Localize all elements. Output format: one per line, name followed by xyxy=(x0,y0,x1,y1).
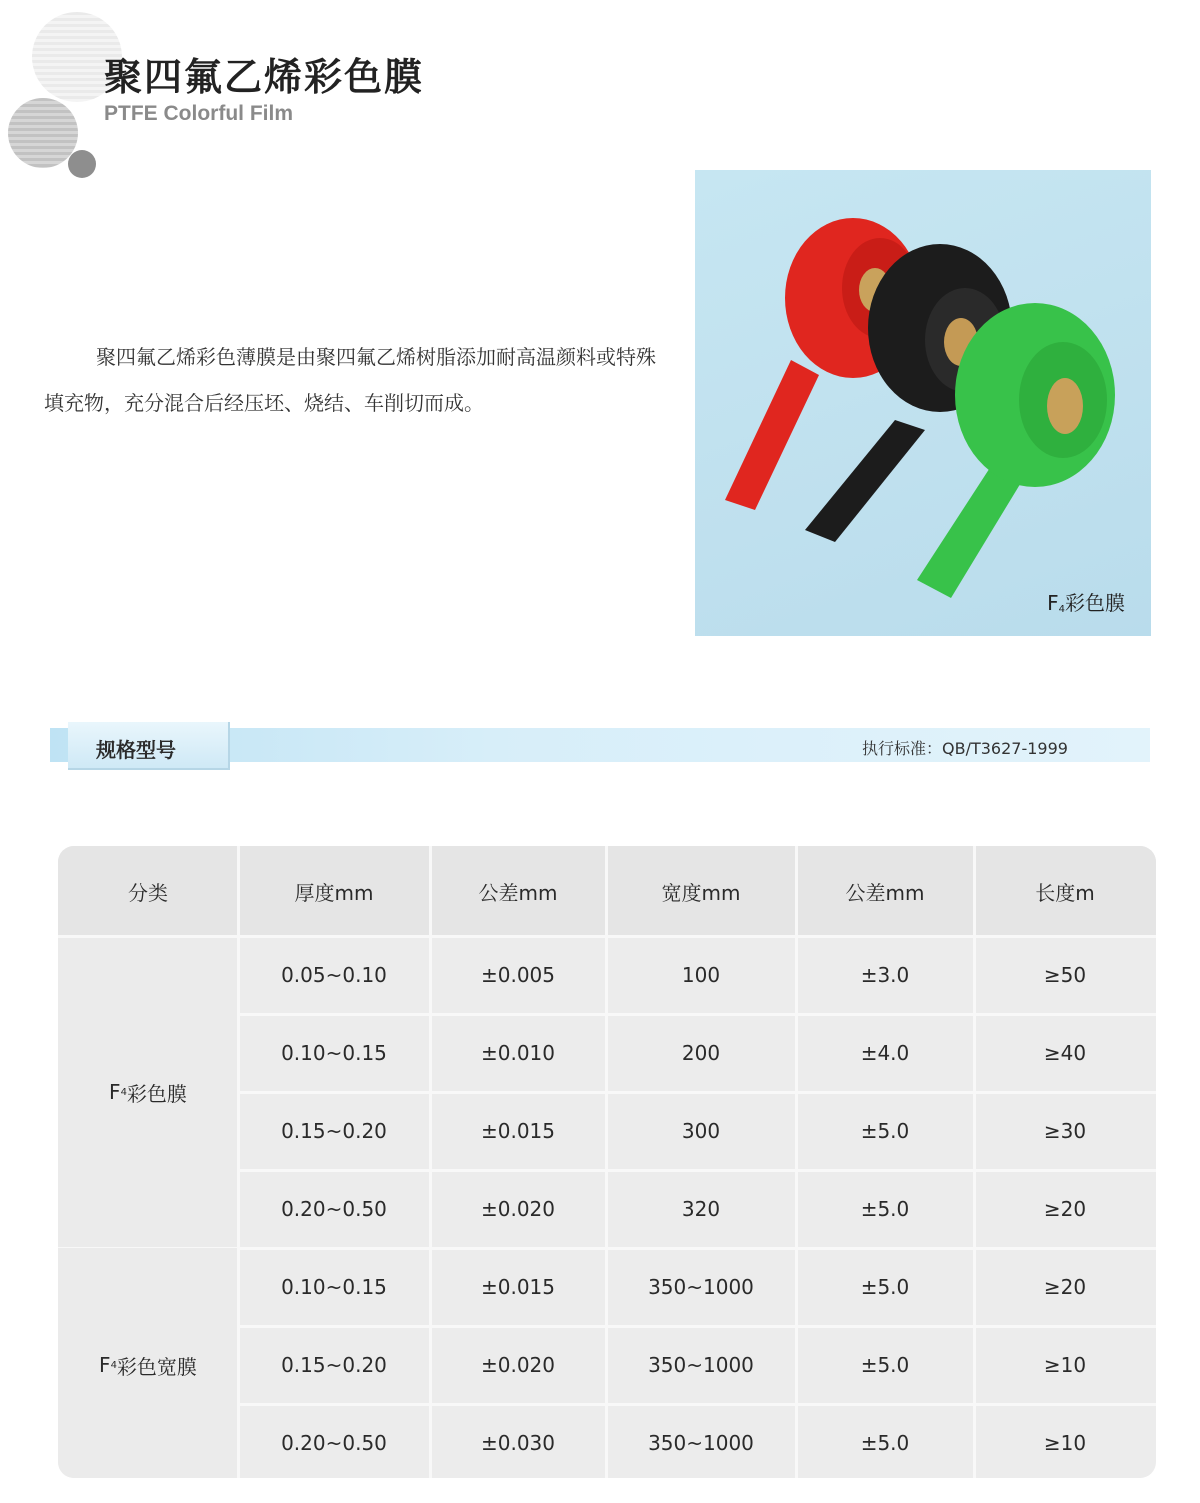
table-cell: ±5.0 xyxy=(860,1275,910,1299)
table-column-divider xyxy=(605,846,608,1478)
table-cell: ±0.015 xyxy=(480,1119,555,1143)
table-cell: 350~1000 xyxy=(648,1353,754,1377)
table-cell: ±5.0 xyxy=(860,1119,910,1143)
table-cell: 100 xyxy=(681,963,721,987)
table-header-cell: 公差mm xyxy=(796,846,974,936)
table-category-cell: F 4 彩色膜 xyxy=(58,936,238,1248)
table-header-cell: 厚度mm xyxy=(238,846,430,936)
table-cell: 200 xyxy=(681,1041,721,1065)
table-cell: ±4.0 xyxy=(860,1041,910,1065)
green-roll-core xyxy=(1047,378,1083,434)
table-column-divider xyxy=(795,846,798,1478)
table-cell: ±0.010 xyxy=(480,1041,555,1065)
spec-table xyxy=(58,846,1156,1478)
table-header-cell: 公差mm xyxy=(430,846,606,936)
photo-caption: $F_4$彩色膜 xyxy=(1047,591,1125,615)
table-cell: ±0.020 xyxy=(480,1353,555,1377)
table-header-cell: 宽度mm xyxy=(606,846,796,936)
page-title: 聚四氟乙烯彩色膜 xyxy=(104,55,425,99)
table-cell: 0.15~0.20 xyxy=(281,1353,387,1377)
decorative-circle-small xyxy=(68,150,96,178)
table-category-cell: F 4 彩色宽膜 xyxy=(58,1248,238,1478)
table-cell: 350~1000 xyxy=(648,1431,754,1455)
table-cell: 0.20~0.50 xyxy=(281,1197,387,1221)
table-column-divider xyxy=(973,846,976,1478)
table-cell: ≥10 xyxy=(1043,1431,1087,1455)
film-rolls-illustration xyxy=(695,170,1151,636)
table-cell: 0.15~0.20 xyxy=(281,1119,387,1143)
table-cell: 320 xyxy=(681,1197,721,1221)
product-photo xyxy=(695,170,1151,636)
decorative-circle-medium xyxy=(8,98,78,168)
table-cell: ±0.020 xyxy=(480,1197,555,1221)
table-column-divider xyxy=(429,846,432,1478)
table-cell: 350~1000 xyxy=(648,1275,754,1299)
table-cell: ±5.0 xyxy=(860,1353,910,1377)
table-header-cell: 分类 xyxy=(58,846,238,936)
table-cell: ±0.005 xyxy=(480,963,555,987)
product-description: 聚四氟乙烯彩色薄膜是由聚四氟乙烯树脂添加耐高温颜料或特殊填充物，充分混合后经压坯、烧结、车削切而成。 xyxy=(44,345,656,415)
table-cell: ≥20 xyxy=(1043,1197,1087,1221)
table-cell: 0.10~0.15 xyxy=(281,1275,387,1299)
table-cell: ±0.030 xyxy=(480,1431,555,1455)
table-cell: 0.20~0.50 xyxy=(281,1431,387,1455)
table-cell: ≥50 xyxy=(1043,963,1087,987)
table-cell: ≥30 xyxy=(1043,1119,1087,1143)
table-cell: ±5.0 xyxy=(860,1197,910,1221)
table-cell: 300 xyxy=(681,1119,721,1143)
table-cell: ±5.0 xyxy=(860,1431,910,1455)
table-cell: ≥20 xyxy=(1043,1275,1087,1299)
table-cell: 0.05~0.10 xyxy=(281,963,387,987)
black-film-strip xyxy=(805,420,925,542)
table-cell: ±0.015 xyxy=(480,1275,555,1299)
execution-standard: 执行标准：QB/T3627-1999 xyxy=(862,739,1068,758)
table-cell: 0.10~0.15 xyxy=(281,1041,387,1065)
table-cell: ≥40 xyxy=(1043,1041,1087,1065)
spec-section-title: 规格型号 xyxy=(96,738,176,762)
table-header-cell: 长度m xyxy=(974,846,1156,936)
table-cell: ±3.0 xyxy=(860,963,910,987)
page-subtitle: PTFE Colorful Film xyxy=(104,102,293,125)
red-film-strip xyxy=(725,360,819,510)
table-cell: ≥10 xyxy=(1043,1353,1087,1377)
table-column-divider xyxy=(237,846,240,1478)
